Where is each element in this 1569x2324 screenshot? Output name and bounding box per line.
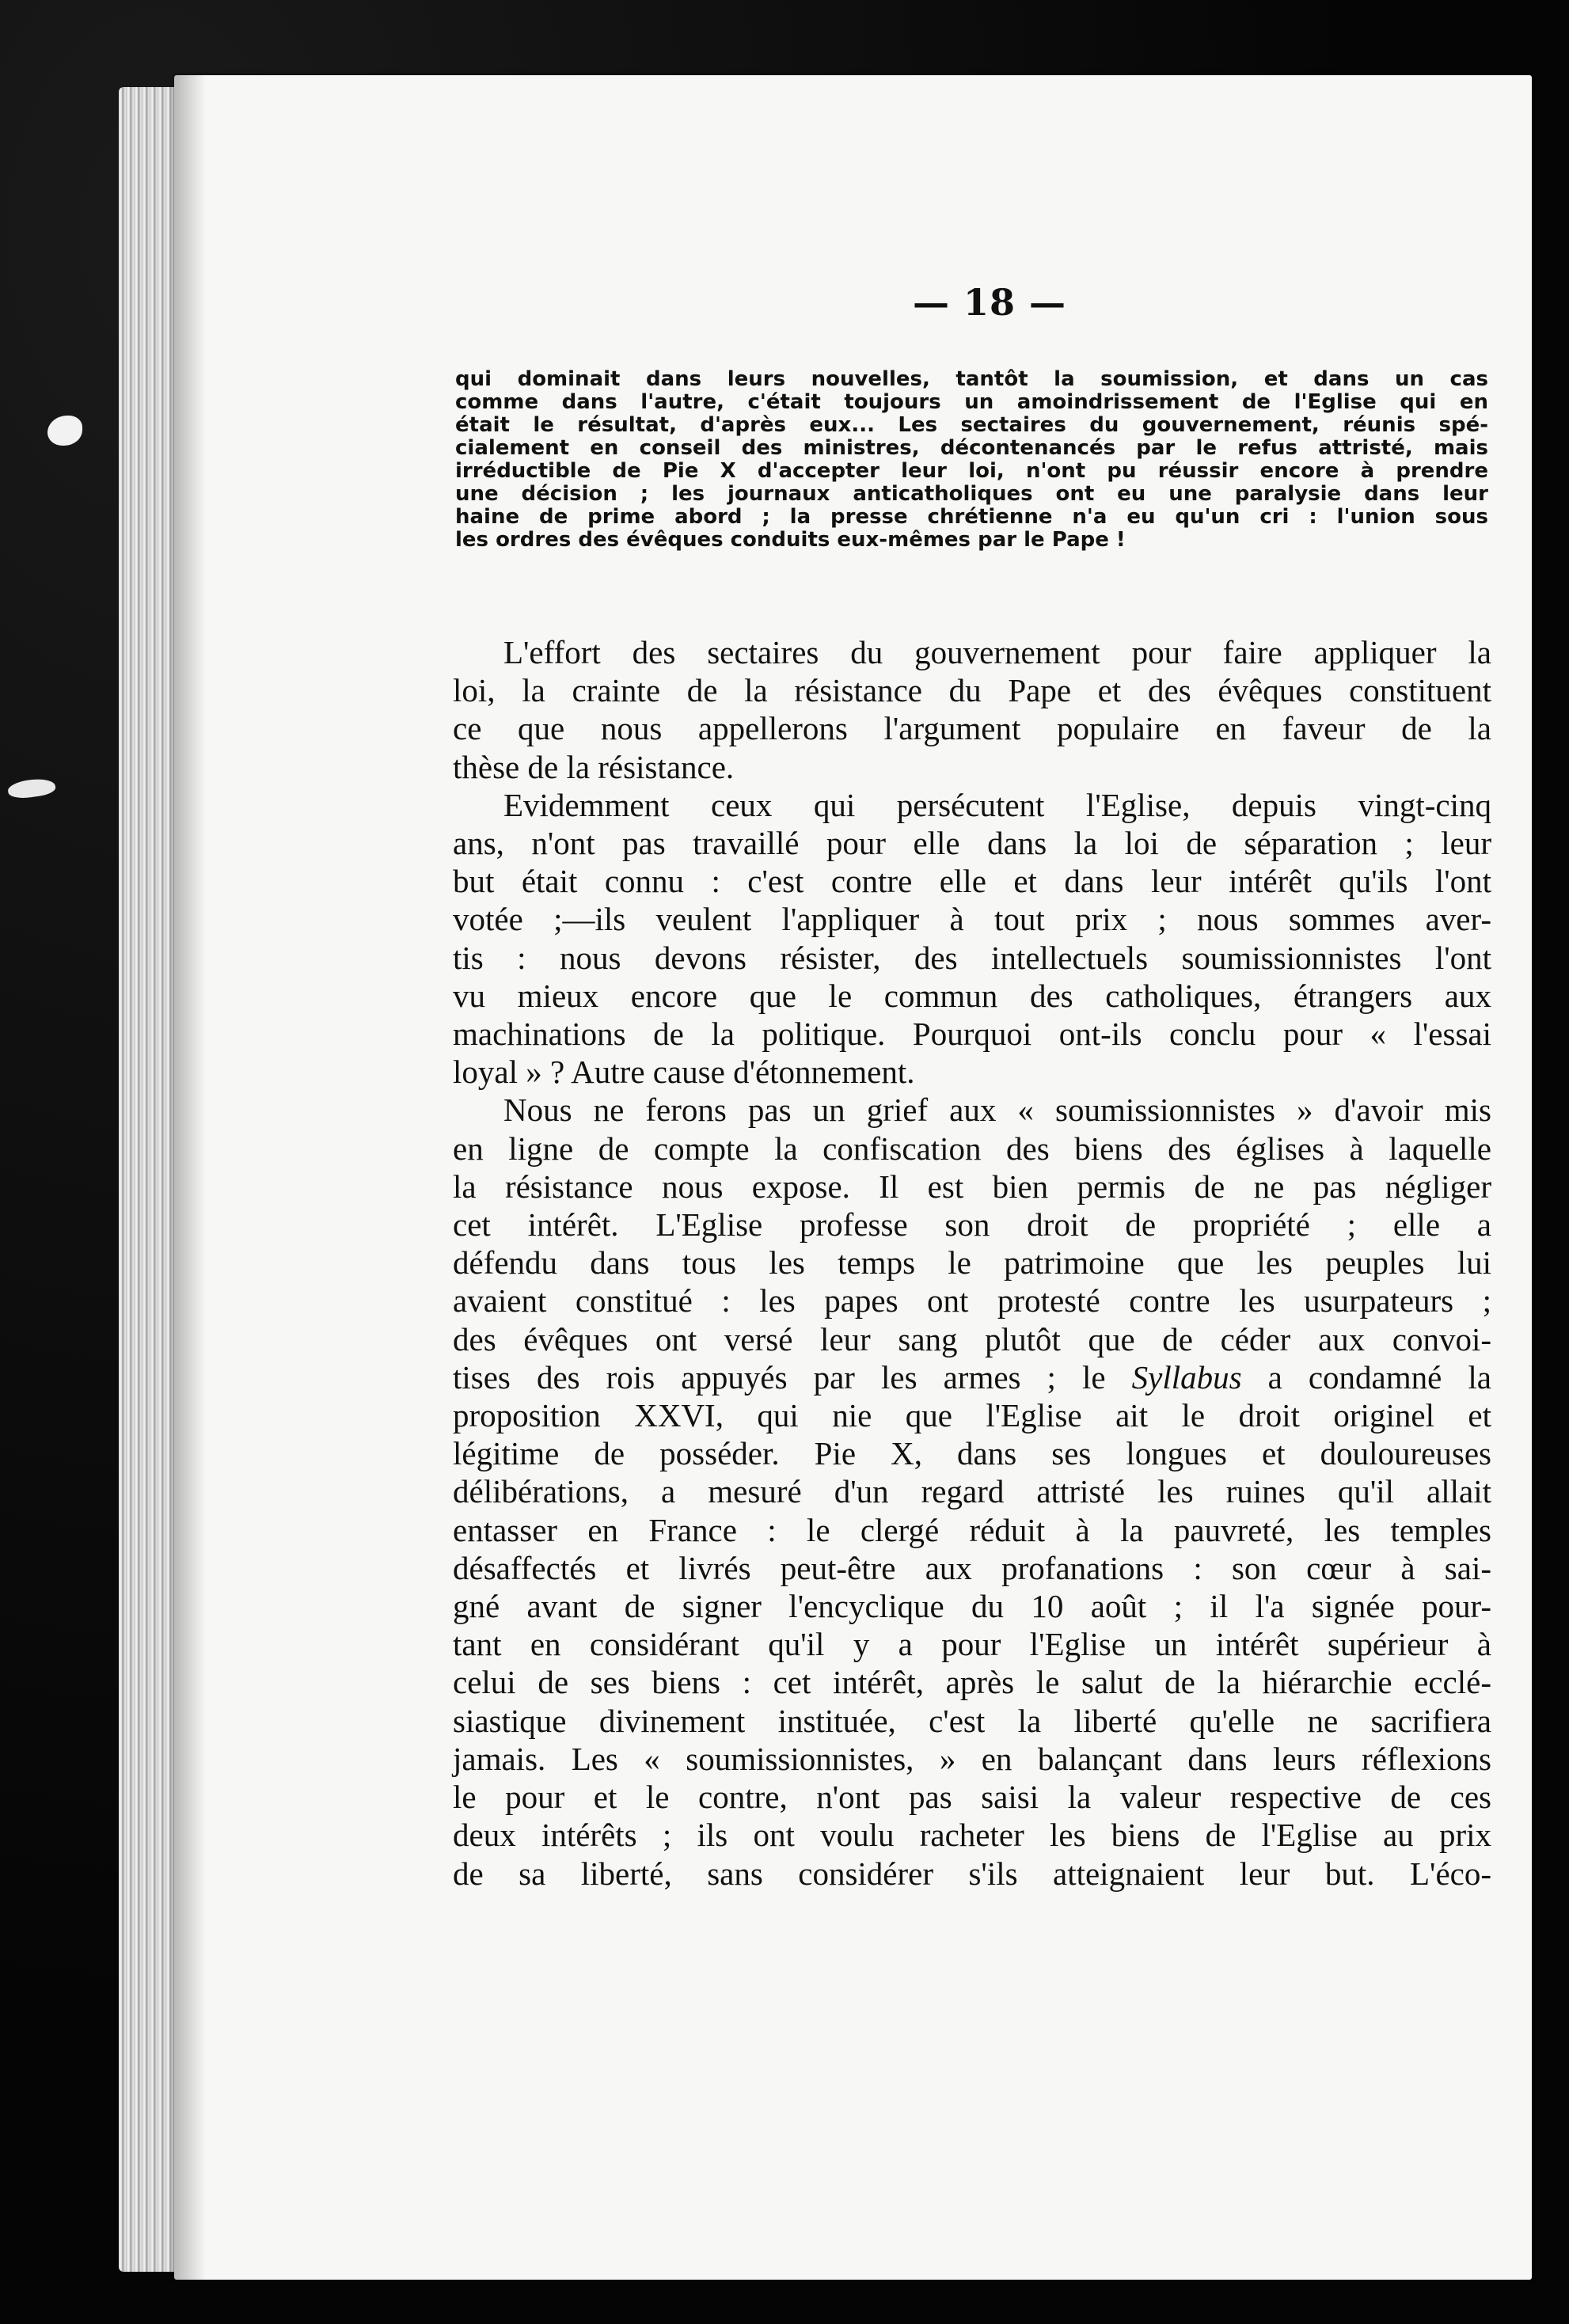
body-line: entasser en France : le clergé réduit à la pauvreté, les temples (453, 1511, 1491, 1548)
body-line: tant en considérant qu'il y a pour l'Eglise un intérêt supérieur à (453, 1626, 1491, 1663)
footnote-line: haine de prime abord ; la presse chrétienne n'a eu qu'un cri : l'union sous (455, 505, 1488, 529)
body-line: votée ;—ils veulent l'appliquer à tout prix ; nous sommes aver- (453, 901, 1491, 938)
footnote-paragraph (455, 368, 1488, 552)
body-text (453, 633, 1491, 1893)
body-line: machinations de la politique. Pourquoi ont-ils conclu pour « l'essai (453, 1016, 1491, 1053)
body-line: gné avant de signer l'encyclique du 10 août ; il l'a signée pour- (453, 1588, 1491, 1625)
body-line: défendu dans tous les temps le patrimoine que les peuples lui (453, 1244, 1491, 1282)
body-line: celui de ses biens : cet intérêt, après le salut de la hiérarchie ecclé- (453, 1664, 1491, 1701)
body-line: but était connu : c'est contre elle et dans leur intérêt qu'ils l'ont (453, 863, 1491, 900)
body-line: avaient constitué : les papes ont protesté contre les usurpateurs ; (453, 1282, 1491, 1320)
body-line: ans, n'ont pas travaillé pour elle dans la loi de séparation ; leur (453, 825, 1491, 862)
body-line: L'effort des sectaires du gouvernement pour faire appliquer la (503, 634, 1491, 670)
page-number: — 18 — (912, 281, 1067, 324)
footnote-line: qui dominait dans leurs nouvelles, tantôt la soumission, et dans un cas (455, 367, 1488, 391)
body-line: vu mieux encore que le commun des catholiques, étrangers aux (453, 977, 1491, 1014)
footnote-line: était le résultat, d'après eux... Les sectaires du gouvernement, réunis spé- (455, 413, 1488, 437)
body-line: cet intérêt. L'Eglise professe son droit de propriété ; elle a (453, 1206, 1491, 1244)
body-line: de sa liberté, sans considérer s'ils atteignaient leur but. L'éco- (453, 1855, 1491, 1892)
page-gutter-shadow (174, 75, 206, 2280)
body-line: proposition XXVI, qui nie que l'Eglise ait le droit originel et (453, 1397, 1491, 1434)
footnote-line: comme dans l'autre, c'était toujours un amoindrissement de l'Eglise qui en (455, 390, 1488, 414)
body-line: tis : nous devons résister, des intellectuels soumissionnistes l'ont (453, 939, 1491, 976)
body-line: en ligne de compte la confiscation des biens des églises à laquelle (453, 1130, 1491, 1167)
body-line: désaffectés et livrés peut-être aux profanations : son cœur à sai- (453, 1549, 1491, 1586)
body-line: tises des rois appuyés par les armes ; le Syllabus a condamné la (453, 1358, 1491, 1396)
body-line: ce que nous appellerons l'argument populaire en faveur de la (453, 710, 1491, 747)
body-line: jamais. Les « soumissionnistes, » en balançant dans leurs réflexions (453, 1740, 1491, 1777)
footnote-line: les ordres des évêques conduits eux-mêmes par le Pape ! (455, 528, 1126, 552)
body-line: loi, la crainte de la résistance du Pape et des évêques constituent (453, 672, 1491, 709)
body-line: la résistance nous expose. Il est bien permis de ne pas négliger (453, 1168, 1491, 1205)
footnote-line: une décision ; les journaux anticatholiques ont eu une paralysie dans leur (455, 482, 1488, 506)
body-line: délibérations, a mesuré d'un regard attristé les ruines qu'il allait (453, 1473, 1491, 1510)
italic-word: Syllabus (1131, 1358, 1242, 1396)
body-line: Nous ne ferons pas un grief aux « soumissionnistes » d'avoir mis (503, 1092, 1491, 1129)
footnote-line: irréductible de Pie X d'accepter leur loi, n'ont pu réussir encore à prendre (455, 459, 1488, 483)
body-line: siastique divinement instituée, c'est la liberté qu'elle ne sacrifiera (453, 1702, 1491, 1739)
body-line: Evidemment ceux qui persécutent l'Eglise, depuis vingt-cinq (503, 786, 1491, 823)
body-line: légitime de posséder. Pie X, dans ses longues et douloureuses (453, 1435, 1491, 1472)
body-line: des évêques ont versé leur sang plutôt que de céder aux convoi- (453, 1320, 1491, 1358)
footnote-line: cialement en conseil des ministres, décontenancés par le refus attristé, mais (455, 436, 1488, 460)
body-line: thèse de la résistance. (453, 748, 735, 785)
book-page-edges (119, 87, 182, 2272)
body-line: deux intérêts ; ils ont voulu racheter les biens de l'Eglise au prix (453, 1817, 1491, 1854)
body-line: loyal » ? Autre cause d'étonnement. (453, 1054, 915, 1091)
body-line: le pour et le contre, n'ont pas saisi la valeur respective de ces (453, 1779, 1491, 1816)
